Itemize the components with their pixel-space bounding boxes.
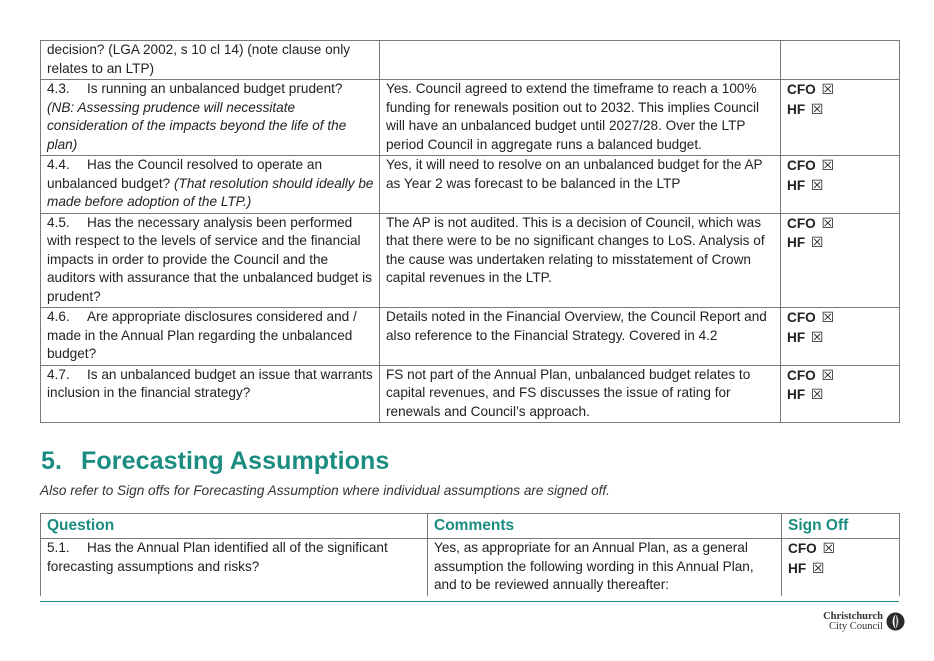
footer-divider <box>40 601 899 602</box>
checkbox-checked-icon[interactable]: ☒ <box>810 328 824 345</box>
comment-cell <box>380 365 781 423</box>
question-text: Has the Council resolved to operate an unbalanced budget? <box>47 157 323 191</box>
checkbox-checked-icon[interactable]: ☒ <box>821 309 835 325</box>
logo-line2: City Council <box>829 621 883 632</box>
logo-line1: Christchurch <box>823 611 883 622</box>
question-number: 4.3. <box>47 81 70 96</box>
section-note: Also refer to Sign offs for Forecasting Assumption where individual assumptions are signed off. <box>40 483 610 498</box>
table-row <box>41 308 900 366</box>
comment-text: The AP is not audited. This is a decision of Council, which was that there were to be no significant changes to LoS. Analysis of the cause was undertaken relating to misstatement of Crown capital revenues in the LTP. <box>386 214 765 285</box>
table-header-row <box>41 514 900 539</box>
signoff-hf-label: HF <box>787 235 806 250</box>
question-note: (That resolution should ideally be made before adoption of the LTP.) <box>47 175 374 209</box>
checkbox-checked-icon[interactable]: ☒ <box>822 540 836 556</box>
section-heading <box>41 447 389 476</box>
council-logo <box>823 611 907 633</box>
signoff-cfo-label: CFO <box>787 158 816 173</box>
forecasting-assumptions-table <box>40 513 900 596</box>
signoff-hf-label: HF <box>788 560 807 576</box>
comment-cell <box>380 80 781 156</box>
table-row <box>41 41 900 80</box>
question-cell <box>41 365 380 423</box>
comment-cell <box>380 213 781 308</box>
question-text: Are appropriate disclosures considered and / made in the Annual Plan regarding the unbalanced budget? <box>47 309 357 361</box>
comment-cell <box>380 308 781 366</box>
comment-cell <box>428 539 782 596</box>
section-number: 5. <box>41 447 63 475</box>
comment-text: Yes, as appropriate for an Annual Plan, as a general assumption the following wording in this Annual Plan, and to be reviewed annually thereafter: <box>434 540 754 592</box>
comment-text: Yes. Council agreed to extend the timeframe to reach a 100% funding for renewals position out to 2032. This implies Council will have an unbalanced budget until 2027/28. Over the LTP period Council in aggregate runs a balanced budget. <box>386 81 760 152</box>
question-text: Has the necessary analysis been performed with respect to the levels of service and the financial impacts in order to provide the Council and the auditors with assurance that the unbalanced budget is prudent? <box>47 214 372 304</box>
section-title: Forecasting Assumptions <box>81 447 390 475</box>
question-cell <box>41 80 380 156</box>
question-text: Has the Annual Plan identified all of the significant forecasting assumptions and risks? <box>47 540 388 574</box>
table-row <box>41 365 900 423</box>
signoff-cfo-label: CFO <box>787 310 816 325</box>
checkbox-checked-icon[interactable]: ☒ <box>811 559 825 576</box>
question-text: decision? (LGA 2002, s 10 cl 14) (note clause only relates to an LTP) <box>47 42 351 76</box>
table-row <box>41 539 900 596</box>
question-number: 4.5. <box>47 214 70 230</box>
checkbox-checked-icon[interactable]: ☒ <box>821 366 835 383</box>
signoff-cell <box>781 213 900 308</box>
table-row <box>41 213 900 308</box>
checkbox-checked-icon[interactable]: ☒ <box>810 234 824 250</box>
question-cell <box>41 539 428 596</box>
table-row <box>41 80 900 156</box>
checkbox-checked-icon[interactable]: ☒ <box>821 81 835 97</box>
question-text: Is running an unbalanced budget prudent? <box>87 81 343 96</box>
question-cell <box>41 156 380 214</box>
header-signoff: Sign Off <box>782 514 900 539</box>
signoff-cfo-label: CFO <box>787 82 816 97</box>
signoff-cell <box>781 308 900 366</box>
question-number: 5.1. <box>47 540 70 555</box>
signoff-cfo-label: CFO <box>787 215 816 231</box>
question-number: 4.6. <box>47 309 70 324</box>
question-number: 4.4. <box>47 157 70 172</box>
question-note: (NB: Assessing prudence will necessitate consideration of the impacts beyond the life of the plan) <box>47 99 347 152</box>
question-cell <box>41 41 380 80</box>
question-text: Is an unbalanced budget an issue that warrants inclusion in the financial strategy? <box>47 366 373 400</box>
unbalanced-budget-table <box>40 40 900 423</box>
question-cell <box>41 308 380 366</box>
checkbox-checked-icon[interactable]: ☒ <box>810 386 824 402</box>
signoff-cell <box>782 539 900 596</box>
signoff-cfo-label: CFO <box>787 367 816 383</box>
signoff-cfo-label: CFO <box>788 541 817 556</box>
signoff-hf-label: HF <box>787 177 806 193</box>
header-comments: Comments <box>428 514 782 539</box>
checkbox-checked-icon[interactable]: ☒ <box>821 157 835 173</box>
signoff-cell <box>781 80 900 156</box>
table-row <box>41 156 900 214</box>
signoff-hf-label: HF <box>787 329 806 345</box>
signoff-hf-label: HF <box>787 387 806 402</box>
comment-cell <box>380 156 781 214</box>
checkbox-checked-icon[interactable]: ☒ <box>821 214 835 231</box>
header-question: Question <box>41 514 428 539</box>
checkbox-checked-icon[interactable]: ☒ <box>810 176 824 193</box>
comment-text: Yes, it will need to resolve on an unbalanced budget for the AP as Year 2 was forecast to be balanced in the LTP <box>386 157 763 191</box>
signoff-cell <box>781 365 900 423</box>
signoff-cell <box>781 156 900 214</box>
comment-text: FS not part of the Annual Plan, unbalanced budget relates to capital revenues, and FS discusses the issue of rating for renewals and Council’s approach. <box>386 366 751 419</box>
signoff-cell <box>781 41 900 80</box>
question-number: 4.7. <box>47 366 70 382</box>
comment-cell <box>380 41 781 80</box>
checkbox-checked-icon[interactable]: ☒ <box>810 100 824 117</box>
comment-text: Details noted in the Financial Overview, the Council Report and also reference to the Financial Strategy. Covered in 4.2 <box>386 309 767 343</box>
signoff-hf-label: HF <box>787 101 806 117</box>
council-emblem-icon <box>886 612 905 631</box>
question-cell <box>41 213 380 308</box>
